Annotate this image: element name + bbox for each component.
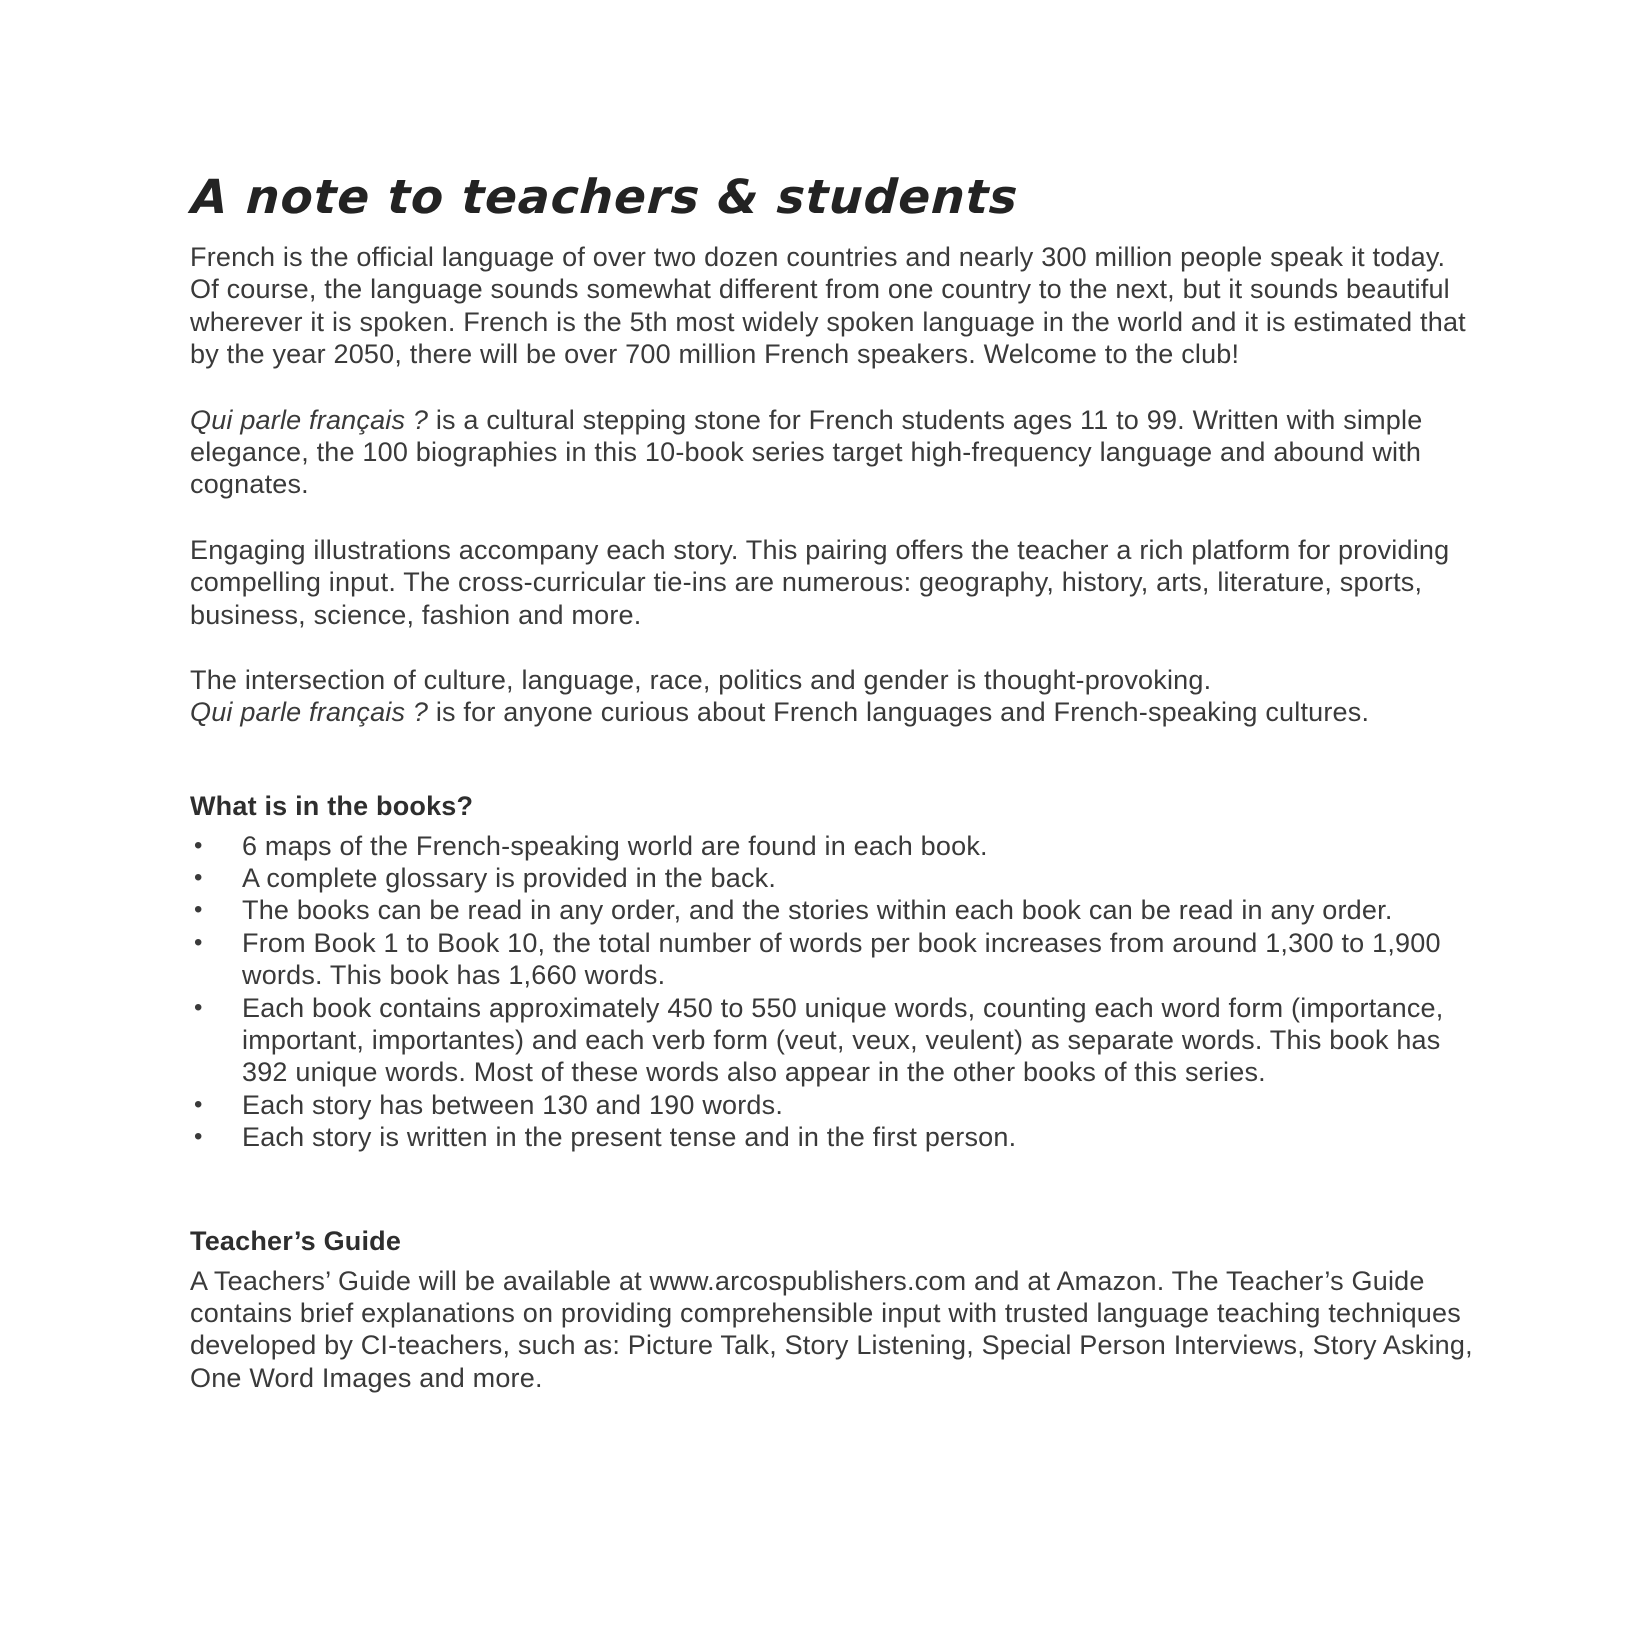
illustrations-paragraph: Engaging illustrations accompany each story. This pairing offers the teacher a rich platform for providing compelling input. The cross-curricular tie-ins are numerous: geography, history, arts, literature, sports, business, science, fashion and more. [190, 534, 1450, 630]
books-section-heading: What is in the books? [190, 790, 474, 821]
bullet-icon: • [194, 864, 203, 892]
bullet-icon: • [194, 1090, 203, 1118]
series-title-italic: Qui parle français ? [190, 404, 429, 435]
teachers-guide-heading: Teacher’s Guide [190, 1225, 402, 1256]
list-item [190, 894, 1480, 926]
bullet-text: A complete glossary is provided in the back. [242, 863, 777, 894]
page-content [190, 170, 1480, 1394]
bullet-text: Each story is written in the present tense and in the first person. [242, 1122, 1017, 1153]
bullet-text: Each story has between 130 and 190 words. [242, 1089, 784, 1120]
list-item [190, 992, 1480, 1089]
bullet-text: 6 maps of the French-speaking world are found in each book. [242, 830, 988, 861]
bullet-icon: • [194, 993, 203, 1021]
intro-paragraph: French is the official language of over two dozen countries and nearly 300 million people speak it today. Of course, the language sounds somewhat different from one country to the next, but it sounds beautiful wherever it is spoken. French is the 5th most widely spoken language in the world and it is estimated that by the year 2050, there will be over 700 million French speakers. Welcome to the club! [190, 242, 1466, 370]
intersection-rest: is for anyone curious about French languages and French-speaking cultures. [428, 697, 1370, 728]
list-item [190, 927, 1480, 992]
bullet-text: The books can be read in any order, and the stories within each book can be read in any order. [242, 895, 1393, 926]
teachers-guide-paragraph: A Teachers’ Guide will be available at www.arcospublishers.com and at Amazon. The Teacher’s Guide contains brief explanations on providing comprehensible input with trusted language teaching techniques developed by CI-teachers, such as: Picture Talk, Story Listening, Special Person Interviews, Story Asking, One Word Images and more. [190, 1265, 1473, 1393]
list-item [190, 862, 1480, 894]
series-paragraph [190, 404, 1480, 501]
series-paragraph-text: is a cultural stepping stone for French students ages 11 to 99. Written with simple elegance, the 100 biographies in this 10-book series target high-frequency language and abound with cognates. [190, 404, 1423, 500]
bullet-text: From Book 1 to Book 10, the total number of words per book increases from around 1,300 to 1,900 words. This book has 1,660 words. [242, 927, 1441, 991]
list-item [190, 830, 1480, 862]
bullet-icon: • [194, 831, 203, 859]
series-title-italic-2: Qui parle français ? [190, 697, 429, 728]
intersection-line: The intersection of culture, language, race, politics and gender is thought-provoking. [190, 664, 1212, 695]
teachers-guide-section [190, 1226, 1480, 1395]
intersection-paragraph [190, 664, 1480, 729]
bullet-icon: • [194, 1123, 203, 1151]
books-bullet-list [190, 830, 1480, 1154]
list-item [190, 1121, 1480, 1153]
list-item [190, 1089, 1480, 1121]
bullet-icon: • [194, 896, 203, 924]
page-title: A note to teachers & students [190, 170, 1020, 225]
bullet-icon: • [194, 928, 203, 956]
bullet-text: Each book contains approximately 450 to 550 unique words, counting each word form (importance, important, importantes) and each verb form (veut, veux, veulent) as separate words. This book has 392 unique words. Most of these words also appear in the other books of this series. [242, 992, 1444, 1088]
books-section [190, 791, 1480, 1154]
